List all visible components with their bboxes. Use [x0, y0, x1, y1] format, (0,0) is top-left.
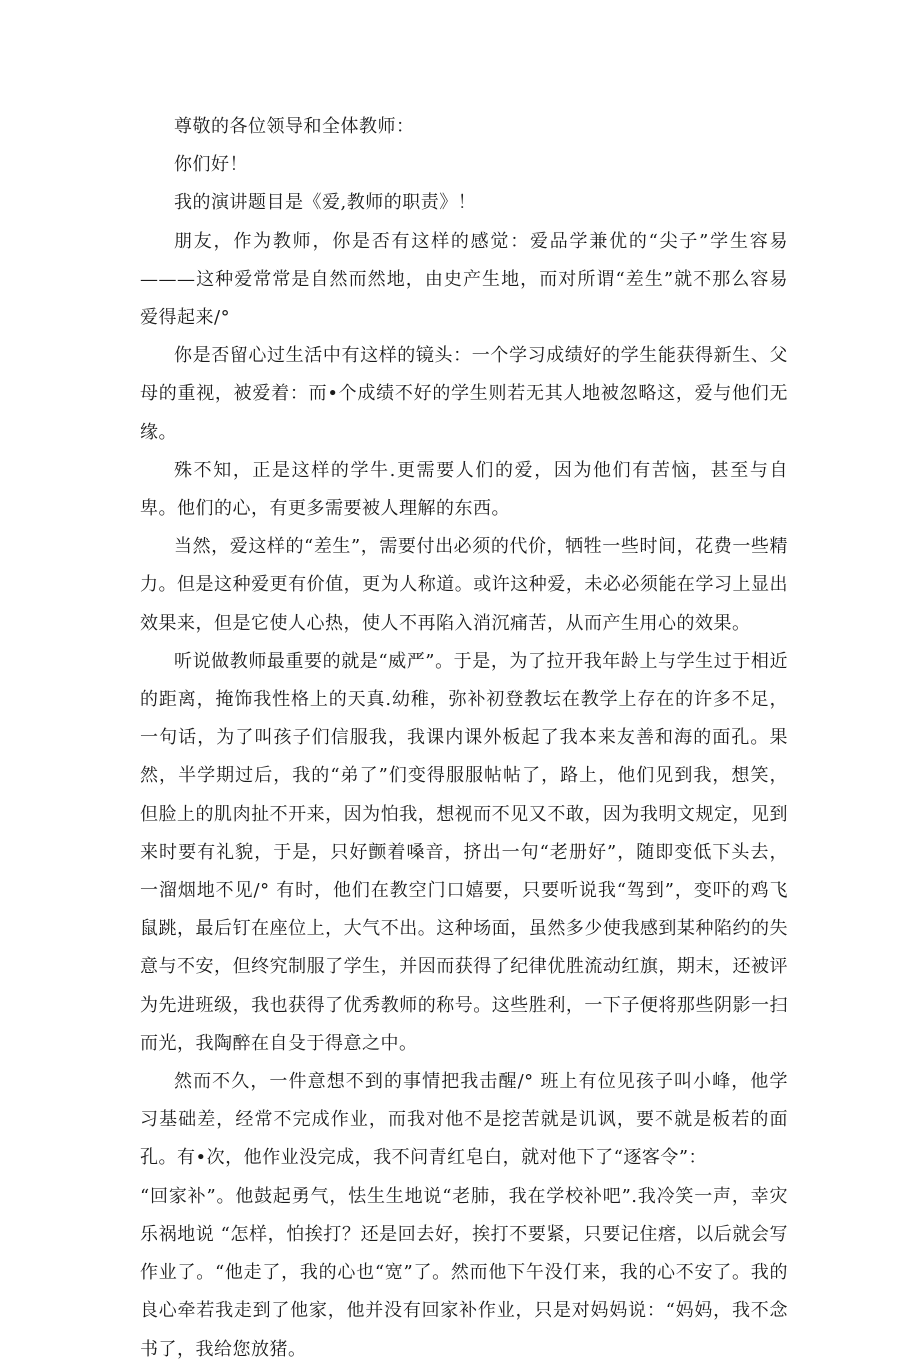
speech-text [140, 108, 788, 1369]
greeting: 你们好！ [174, 154, 248, 176]
continuation-paragraph: “回家补”。他鼓起勇气，怯生生地说“老肺，我在学校补吧”.我冷笑一声，幸灾乐祸地说 “怎样，怕挨打？还是回去好，挨打不要紧，只要记住瘩，以后就会写作业了。“他走了，我的心也“宽”了。然而他下午没仃来，我的心不安了。我的良心牵若我走到了他家，他并没有回家补作业，只是对妈妈说：“妈妈，我不念书了，我给您放猪。 [140, 1185, 788, 1360]
paragraph: 听说做教师最重要的就是“威严”。于是，为了拉开我年龄上与学生过于相近的距离，掩饰我性格上的天真.幼稚，弥补初登教坛在教学上存在的许多不足，一句话，为了叫孩子们信服我，我课内课外板起了我本来友善和海的面孔。果然，半学期过后，我的“弟了”们变得服服帖帖了，路上，他们见到我，想笑，但脸上的肌肉扯不开来，因为怕我，想视而不见又不敢，因为我明文规定，见到来时要有礼貌，于是，只好颤着嗓音，挤出一句“老册好”，随即变低下头去，一溜烟地不见/° 有时，他们在教空门口嬉要，只要听说我“驾到”，变吓的鸡飞鼠跳，最后钉在座位上，大气不出。这种场面，虽然多少使我感到某种陷约的失意与不安，但终究制服了学生，并因而获得了纪律优胜流动红旗，期末，还被评为先进班级，我也获得了优秀教师的称号。这些胜利，一下子便将那些阴影一扫而光，我陶醉在自殳于得意之中。 [140, 650, 788, 1054]
paragraph: 当然，爱这样的“差生”，需要付出必须的代价，牺牲一些时间，花费一些精力。但是这种爱更有价值，更为人称道。或许这种爱，未必必须能在学习上显出效果来，但是它使人心热，使人不再陷入消沉痛苦，从而产生用心的效果。 [140, 536, 788, 634]
title-line: 我的演讲题目是《爱,教师的职责》！ [174, 192, 477, 214]
paragraph: 朋友，作为教师，你是否有这样的感觉：爱品学兼优的“尖子”学生容易———这种爱常常是自然而然地，由史产生地，而对所谓“差生”就不那么容易爱得起来/° [140, 230, 788, 329]
paragraph: 殊不知，正是这样的学牛.更需要人们的爱，因为他们有苦恼，甚至与自卑。他们的心，有更多需要被人理解的东西。 [140, 459, 788, 520]
salutation: 尊敬的各位领导和全体教师： [174, 116, 415, 137]
paragraph: 然而不久，一件意想不到的事情把我击醒/° 班上有位见孩子叫小峰，他学习基础差，经常不完成作业，而我对他不是挖苦就是讥讽，要不就是板若的面孔。有•次，他作业没完成，我不问青红皂白，就对他下了“逐客令”： [140, 1071, 788, 1169]
paragraph: 你是否留心过生活中有这样的镜头：一个学习成绩好的学生能获得新生、父母的重视，被爱着：而•个成绩不好的学生则若无其人地被忽略这，爱与他们无缘。 [140, 345, 788, 443]
